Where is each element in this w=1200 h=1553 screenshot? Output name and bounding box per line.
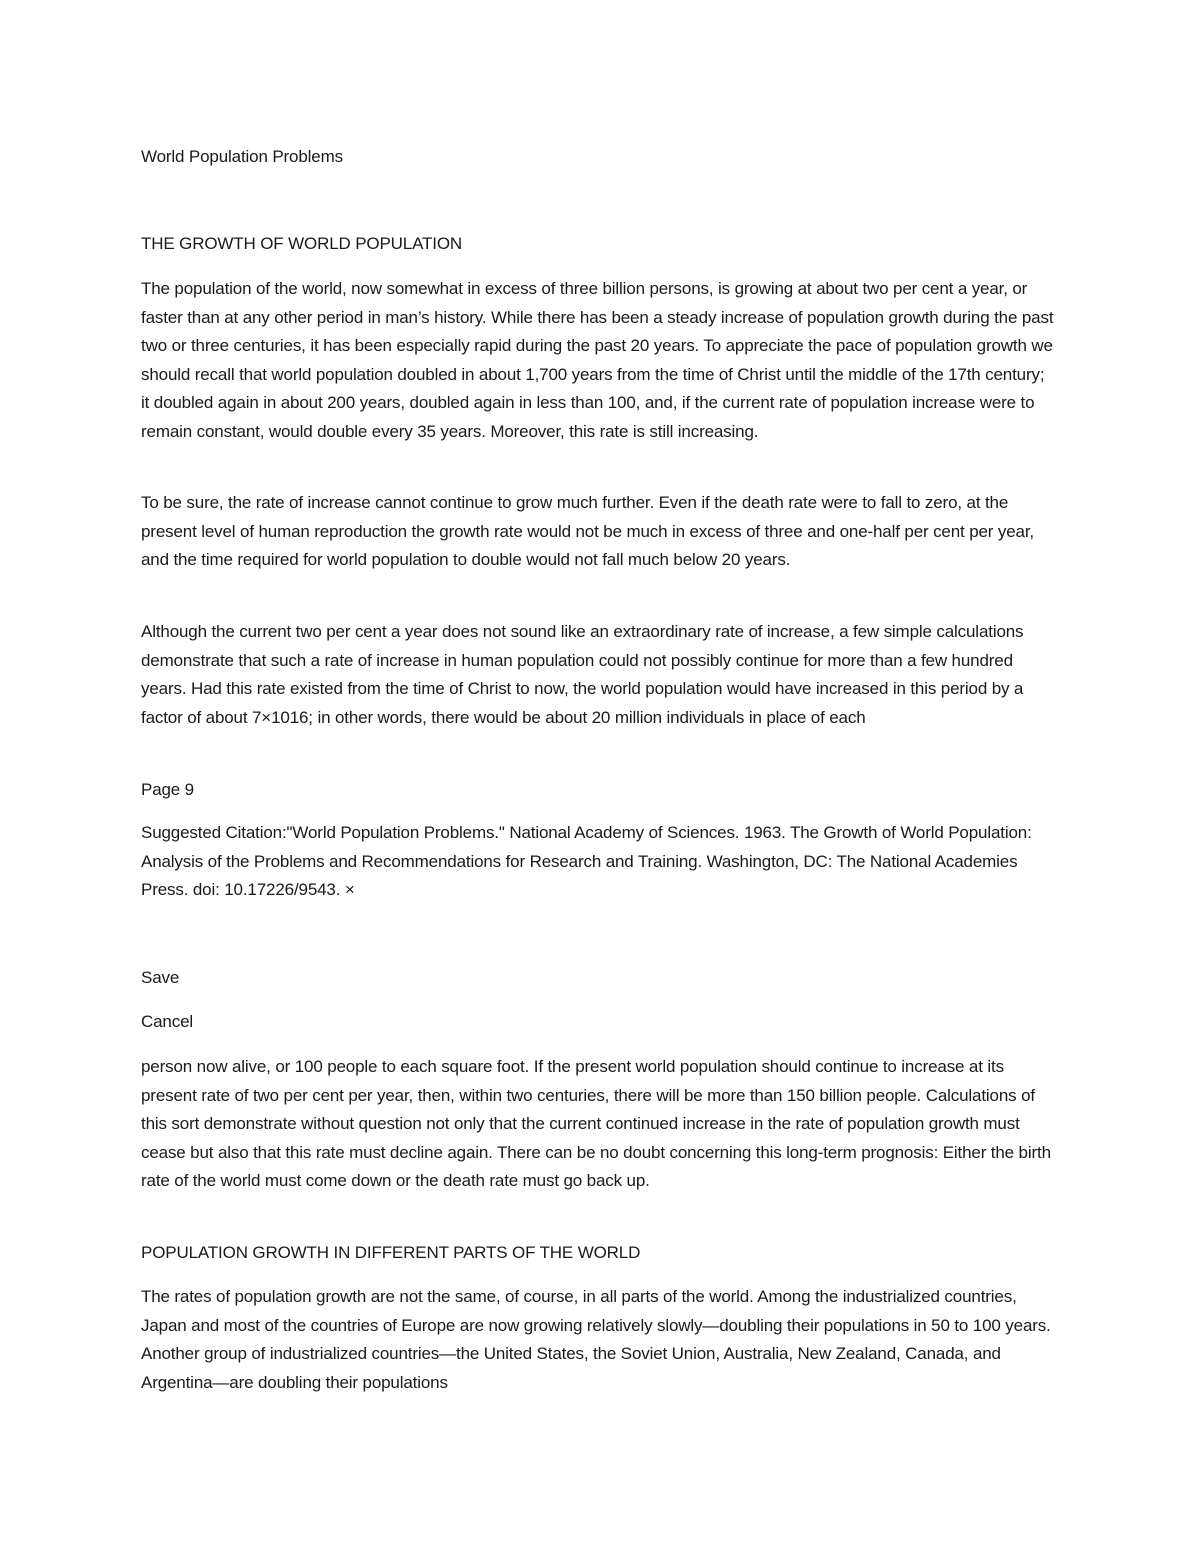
save-button[interactable]: Save [141, 968, 180, 987]
page-number: Page 9 [141, 780, 194, 799]
section-heading-different-parts: POPULATION GROWTH IN DIFFERENT PARTS OF THE WORLD [141, 1243, 641, 1262]
paragraph: The rates of population growth are not the same, of course, in all parts of the world. Among the industrialized countries, Japan and most of the countries of Europe are now growing relatively slowly—doubling their populations in 50 to 100 years. Another group of industrialized countries—the United States, the Soviet Union, Australia, New Zealand, Canada, and Argentina—are doubling their populations [141, 1287, 1051, 1392]
suggested-citation [141, 819, 1056, 905]
document-title: World Population Problems [141, 147, 343, 166]
cancel-button[interactable]: Cancel [141, 1012, 194, 1031]
paragraph: Although the current two per cent a year does not sound like an extraordinary rate of increase, a few simple calculations demonstrate that such a rate of increase in human population could not possibly continue for more than a few hundred years. Had this rate existed from the time of Christ to now, the world population would have increased in this period by a factor of about 7×1016; in other words, there would be about 20 million individuals in place of each [141, 622, 1024, 727]
paragraph: The population of the world, now somewhat in excess of three billion persons, is growing at about two per cent a year, or faster than at any other period in man’s history. While there has been a steady increase of population growth during the past two or three centuries, it has been especially rapid during the past 20 years. To appreciate the pace of population growth we should recall that world population doubled in about 1,700 years from the time of Christ until the middle of the 17th century; it doubled again in about 200 years, doubled again in less than 100, and, if the current rate of population increase were to remain constant, would double every 35 years. Moreover, this rate is still increasing. [141, 279, 1054, 441]
close-icon[interactable]: × [344, 880, 355, 900]
citation-text: Suggested Citation:"World Population Problems." National Academy of Sciences. 1963. The Growth of World Population: Analysis of the Problems and Recommendations for Research and Training. Washington, DC: The National Academies Press. doi: 10.17226/9543. [141, 823, 1032, 900]
paragraph: person now alive, or 100 people to each square foot. If the present world population should continue to increase at its present rate of two per cent per year, then, within two centuries, there will be more than 150 billion people. Calculations of this sort demonstrate without question not only that the current continued increase in the rate of population growth must cease but also that this rate must decline again. There can be no doubt concerning this long-term prognosis: Either the birth rate of the world must come down or the death rate must go back up. [141, 1057, 1051, 1191]
paragraph: To be sure, the rate of increase cannot continue to grow much further. Even if the death rate were to fall to zero, at the present level of human reproduction the growth rate would not be much in excess of three and one-half per cent per year, and the time required for world population to double would not fall much below 20 years. [141, 493, 1034, 570]
section-heading-growth: THE GROWTH OF WORLD POPULATION [141, 234, 463, 253]
